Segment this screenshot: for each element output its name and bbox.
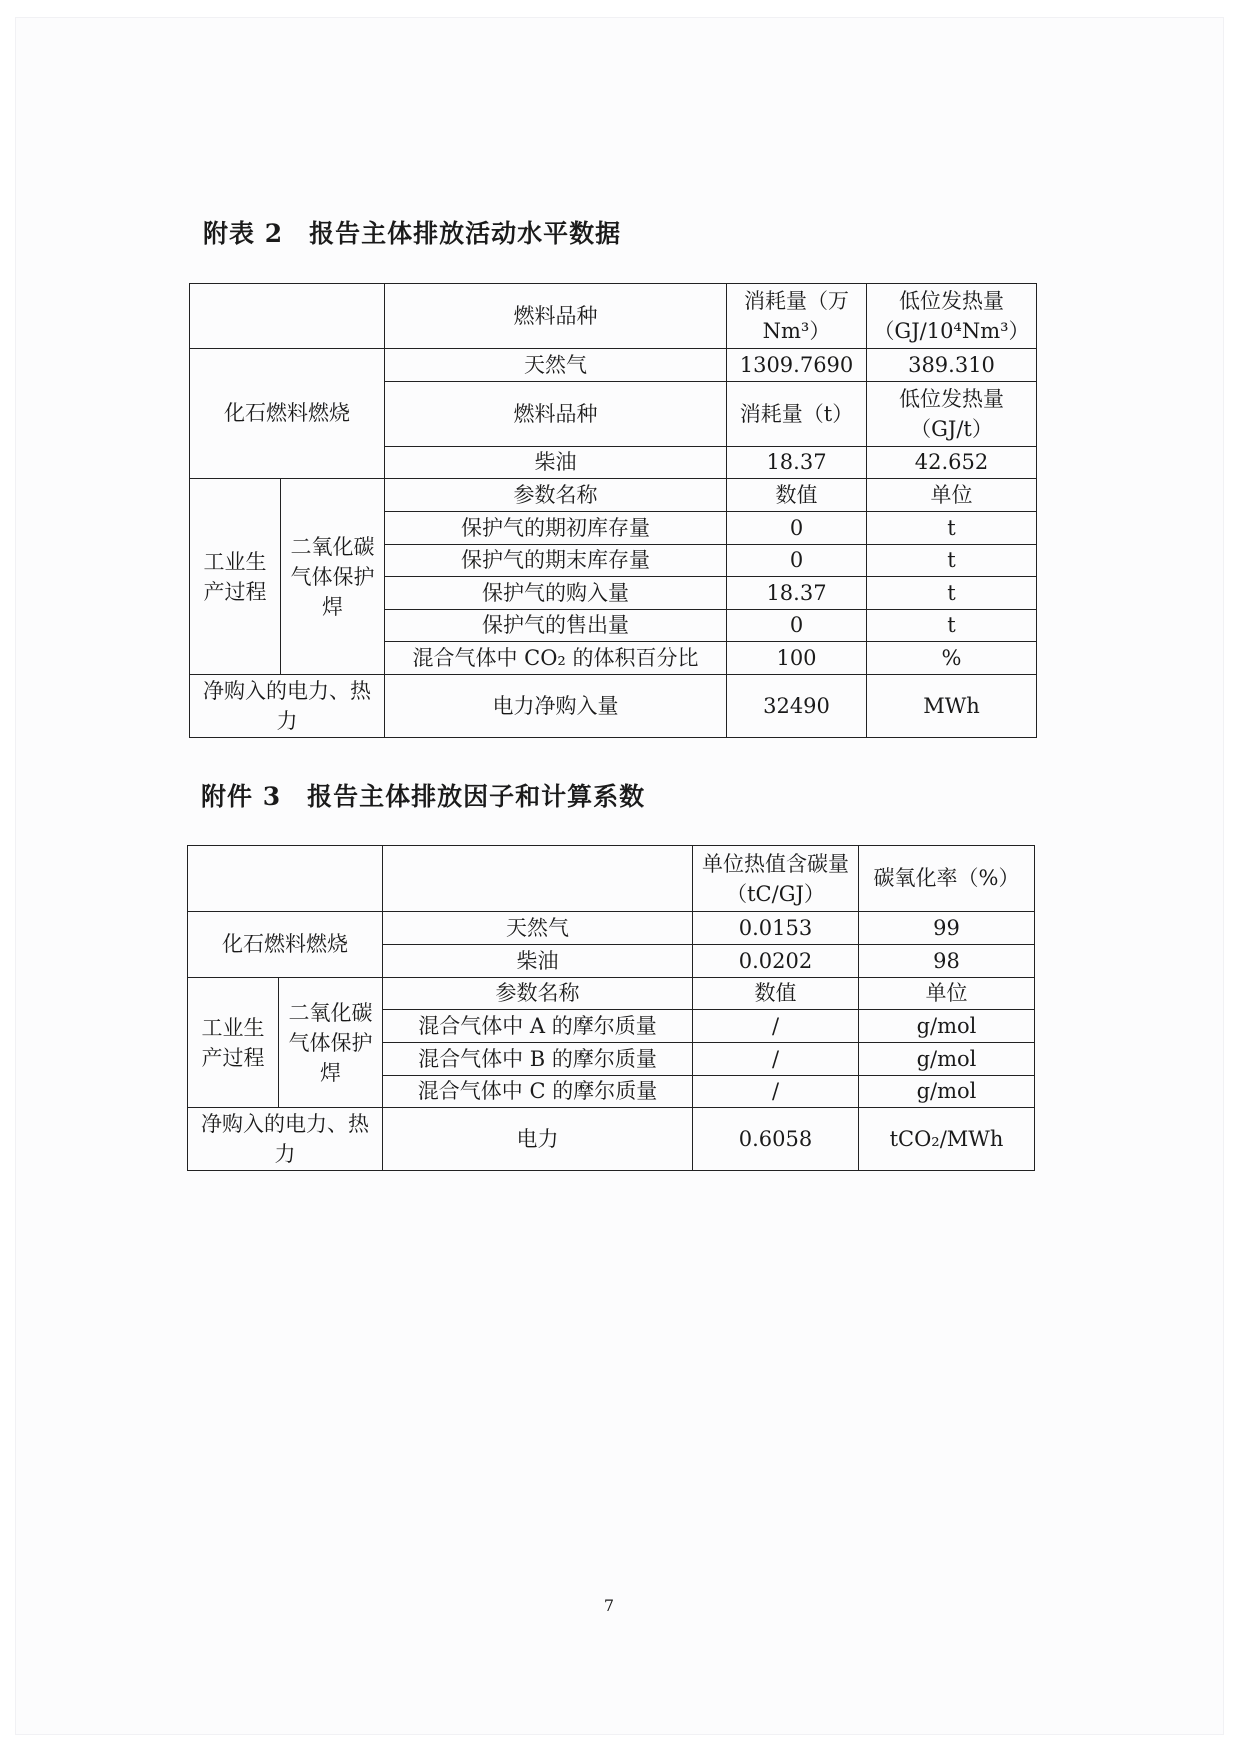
electricity-purchase-value: 32490 [727,675,867,738]
param-value: 100 [727,642,867,675]
diesel-name: 柴油 [385,447,727,479]
table2-heading [203,214,621,250]
electricity-purchase-unit: MWh [867,675,1037,738]
blank-header-cell [188,846,383,912]
param-name: 保护气的购入量 [385,577,727,610]
param-name: 保护气的售出量 [385,610,727,642]
co2-welding-label: 二氧化碳气体保护焊 [279,978,383,1108]
consumption-subheader: 消耗量（t） [727,382,867,447]
fuel-carbon-content: 0.0153 [693,912,859,945]
fuel-name: 天然气 [383,912,693,945]
blank-header-cell [383,846,693,912]
param-value: / [693,1010,859,1043]
fuel-oxidation-rate: 99 [859,912,1035,945]
page-number: 7 [603,1596,615,1615]
param-unit: t [867,577,1037,610]
co2-welding-label: 二氧化碳气体保护焊 [281,479,385,675]
consumption-header: 消耗量（万 Nm³） [727,284,867,349]
industrial-process-label: 工业生产过程 [188,978,279,1108]
fuel-oxidation-rate: 98 [859,945,1035,978]
param-value-header: 数值 [693,978,859,1010]
param-name: 混合气体中 CO₂ 的体积百分比 [385,642,727,675]
table2-heading-number: 附表 2 [203,219,284,248]
natural-gas-consumption: 1309.7690 [727,349,867,382]
table2-heading-title: 报告主体排放活动水平数据 [309,219,622,248]
param-value: / [693,1076,859,1108]
param-unit: t [867,545,1037,577]
activity-data-table [189,283,1037,738]
ncv-subheader: 低位发热量（GJ/t） [867,382,1037,447]
electricity-purchase-name: 电力净购入量 [385,675,727,738]
fuel-carbon-content: 0.0202 [693,945,859,978]
fuel-type-header: 燃料品种 [385,284,727,349]
param-unit: % [867,642,1037,675]
electricity-factor-value: 0.6058 [693,1108,859,1171]
param-unit-header: 单位 [859,978,1035,1010]
param-name-header: 参数名称 [385,479,727,512]
table3-heading [201,777,645,813]
param-value: 0 [727,610,867,642]
param-name-header: 参数名称 [383,978,693,1010]
param-name: 保护气的期初库存量 [385,512,727,545]
electricity-name: 电力 [383,1108,693,1171]
param-name: 混合气体中 A 的摩尔质量 [383,1010,693,1043]
electricity-heat-label: 净购入的电力、热力 [190,675,385,738]
blank-header-cell [190,284,385,349]
table3-heading-number: 附件 3 [201,782,282,811]
emission-factor-table [187,845,1035,1171]
fossil-fuel-label: 化石燃料燃烧 [190,349,385,479]
industrial-process-label: 工业生产过程 [190,479,281,675]
param-unit-header: 单位 [867,479,1037,512]
fossil-fuel-label: 化石燃料燃烧 [188,912,383,978]
param-unit: t [867,610,1037,642]
param-unit: g/mol [859,1076,1035,1108]
electricity-heat-label: 净购入的电力、热力 [188,1108,383,1171]
param-name: 混合气体中 C 的摩尔质量 [383,1076,693,1108]
natural-gas-name: 天然气 [385,349,727,382]
param-value: 0 [727,512,867,545]
param-unit: g/mol [859,1043,1035,1076]
fuel-type-subheader: 燃料品种 [385,382,727,447]
param-value: 0 [727,545,867,577]
param-value: / [693,1043,859,1076]
ncv-header: 低位发热量（GJ/10⁴Nm³） [867,284,1037,349]
param-unit: g/mol [859,1010,1035,1043]
carbon-content-header: 单位热值含碳量（tC/GJ） [693,846,859,912]
fuel-name: 柴油 [383,945,693,978]
table3-heading-title: 报告主体排放因子和计算系数 [307,782,646,811]
diesel-consumption: 18.37 [727,447,867,479]
oxidation-rate-header: 碳氧化率（%） [859,846,1035,912]
param-value-header: 数值 [727,479,867,512]
diesel-ncv: 42.652 [867,447,1037,479]
param-name: 保护气的期末库存量 [385,545,727,577]
natural-gas-ncv: 389.310 [867,349,1037,382]
param-unit: t [867,512,1037,545]
param-value: 18.37 [727,577,867,610]
electricity-factor-unit: tCO₂/MWh [859,1108,1035,1171]
param-name: 混合气体中 B 的摩尔质量 [383,1043,693,1076]
